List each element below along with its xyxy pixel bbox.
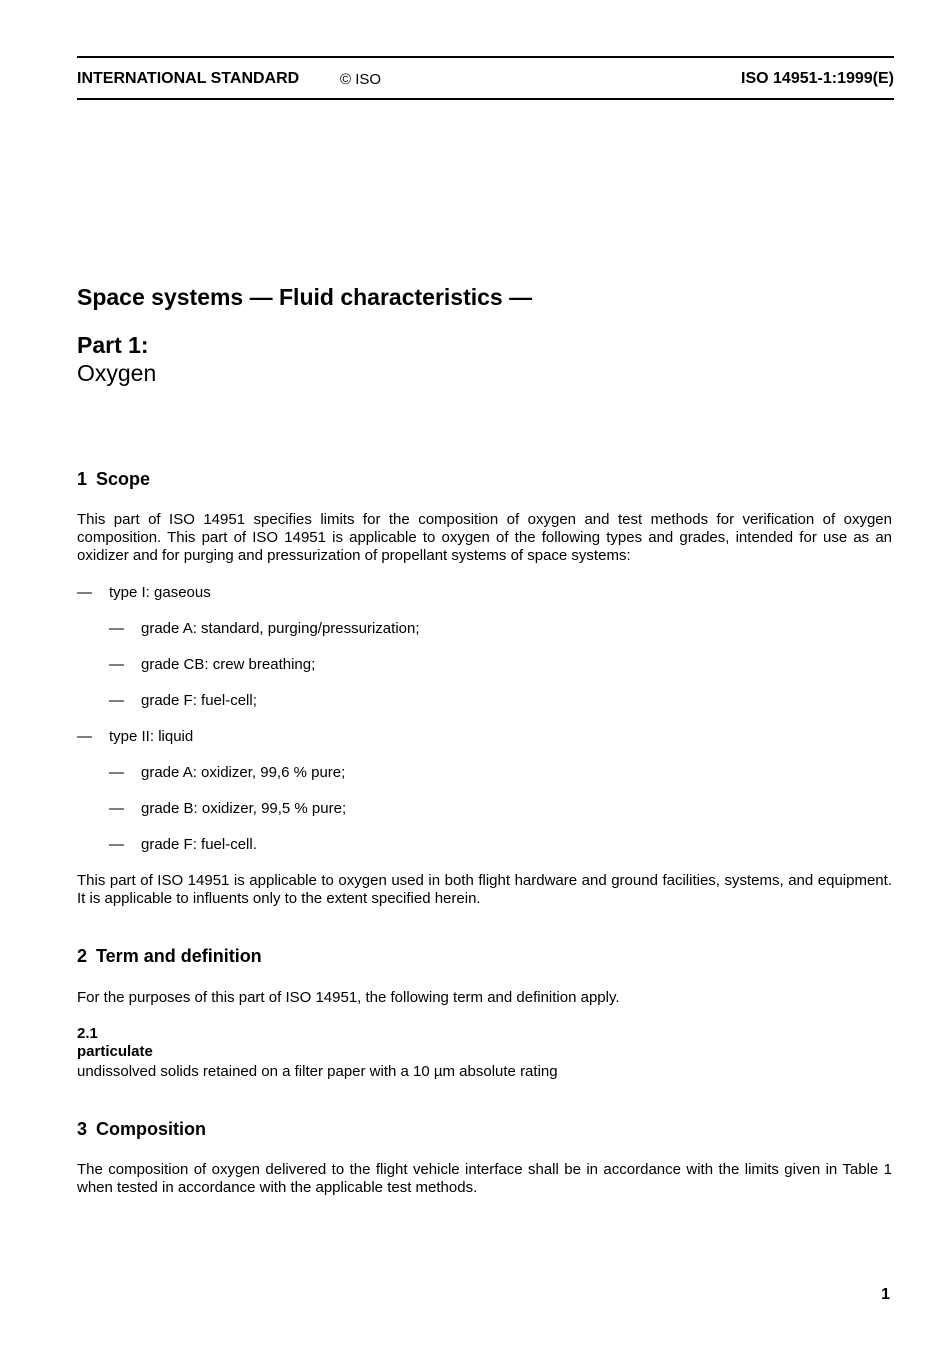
scope-outro-paragraph: This part of ISO 14951 is applicable to oxygen used in both flight hardware and ground facilities, systems, and equipment. It is applicable to influents only to the extent specified herein. [77,872,892,907]
dash-bullet: — [109,836,124,853]
grade-item [109,800,346,818]
header-top-rule [77,56,894,58]
section-number: 3 [77,1119,88,1139]
document-title: Space systems — Fluid characteristics — [77,284,533,310]
page-header [77,70,894,90]
type-2-item [77,728,193,746]
dash-bullet: — [109,764,124,781]
grade-label: grade A: standard, purging/pressurization; [141,620,420,637]
terms-intro-paragraph: For the purposes of this part of ISO 14951, the following term and definition apply. [77,989,620,1006]
header-bottom-rule [77,98,894,100]
term-word: particulate [77,1043,153,1060]
section-number: 1 [77,469,88,489]
grade-item [109,836,257,854]
type-1-item [77,584,211,602]
grade-label: grade CB: crew breathing; [141,656,316,673]
section-title: Term and definition [96,946,262,966]
section-title: Scope [96,469,151,489]
section-number: 2 [77,946,88,966]
grade-item [109,656,315,674]
grade-label: grade F: fuel-cell. [141,836,257,853]
grade-label: grade A: oxidizer, 99,6 % pure; [141,764,346,781]
header-standard-label: INTERNATIONAL STANDARD [77,70,300,87]
scope-intro-paragraph: This part of ISO 14951 specifies limits for the composition of oxygen and test methods for verification of oxygen composition. This part of ISO 14951 is applicable to oxygen of the following types and grades, intended for use as an oxidizer and for purging and pressurization of propellant systems of space systems: [77,511,892,564]
type-1-label: type I: gaseous [109,584,211,601]
section-title: Composition [96,1119,207,1139]
page-number: 1 [881,1286,890,1303]
dash-bullet: — [109,620,124,637]
type-2-label: type II: liquid [109,728,194,745]
header-copyright: © ISO [340,71,382,88]
grade-item [109,764,345,782]
grade-item [109,692,257,710]
grade-item [109,620,420,638]
part-label: Part 1: [77,332,149,358]
section-1-heading [77,469,150,490]
header-document-id: ISO 14951-1:1999(E) [741,70,894,87]
grade-label: grade F: fuel-cell; [141,692,257,709]
term-number: 2.1 [77,1025,98,1042]
dash-bullet: — [109,692,124,709]
dash-bullet: — [77,728,92,745]
dash-bullet: — [77,584,92,601]
grade-label: grade B: oxidizer, 99,5 % pure; [141,800,347,817]
section-3-heading [77,1119,206,1140]
composition-paragraph: The composition of oxygen delivered to the flight vehicle interface shall be in accordance with the limits given in Table 1 when tested in accordance with the applicable test methods. [77,1161,892,1196]
dash-bullet: — [109,800,124,817]
dash-bullet: — [109,656,124,673]
part-title: Oxygen [77,360,157,386]
term-definition: undissolved solids retained on a filter paper with a 10 µm absolute rating [77,1063,558,1080]
section-2-heading [77,946,262,967]
